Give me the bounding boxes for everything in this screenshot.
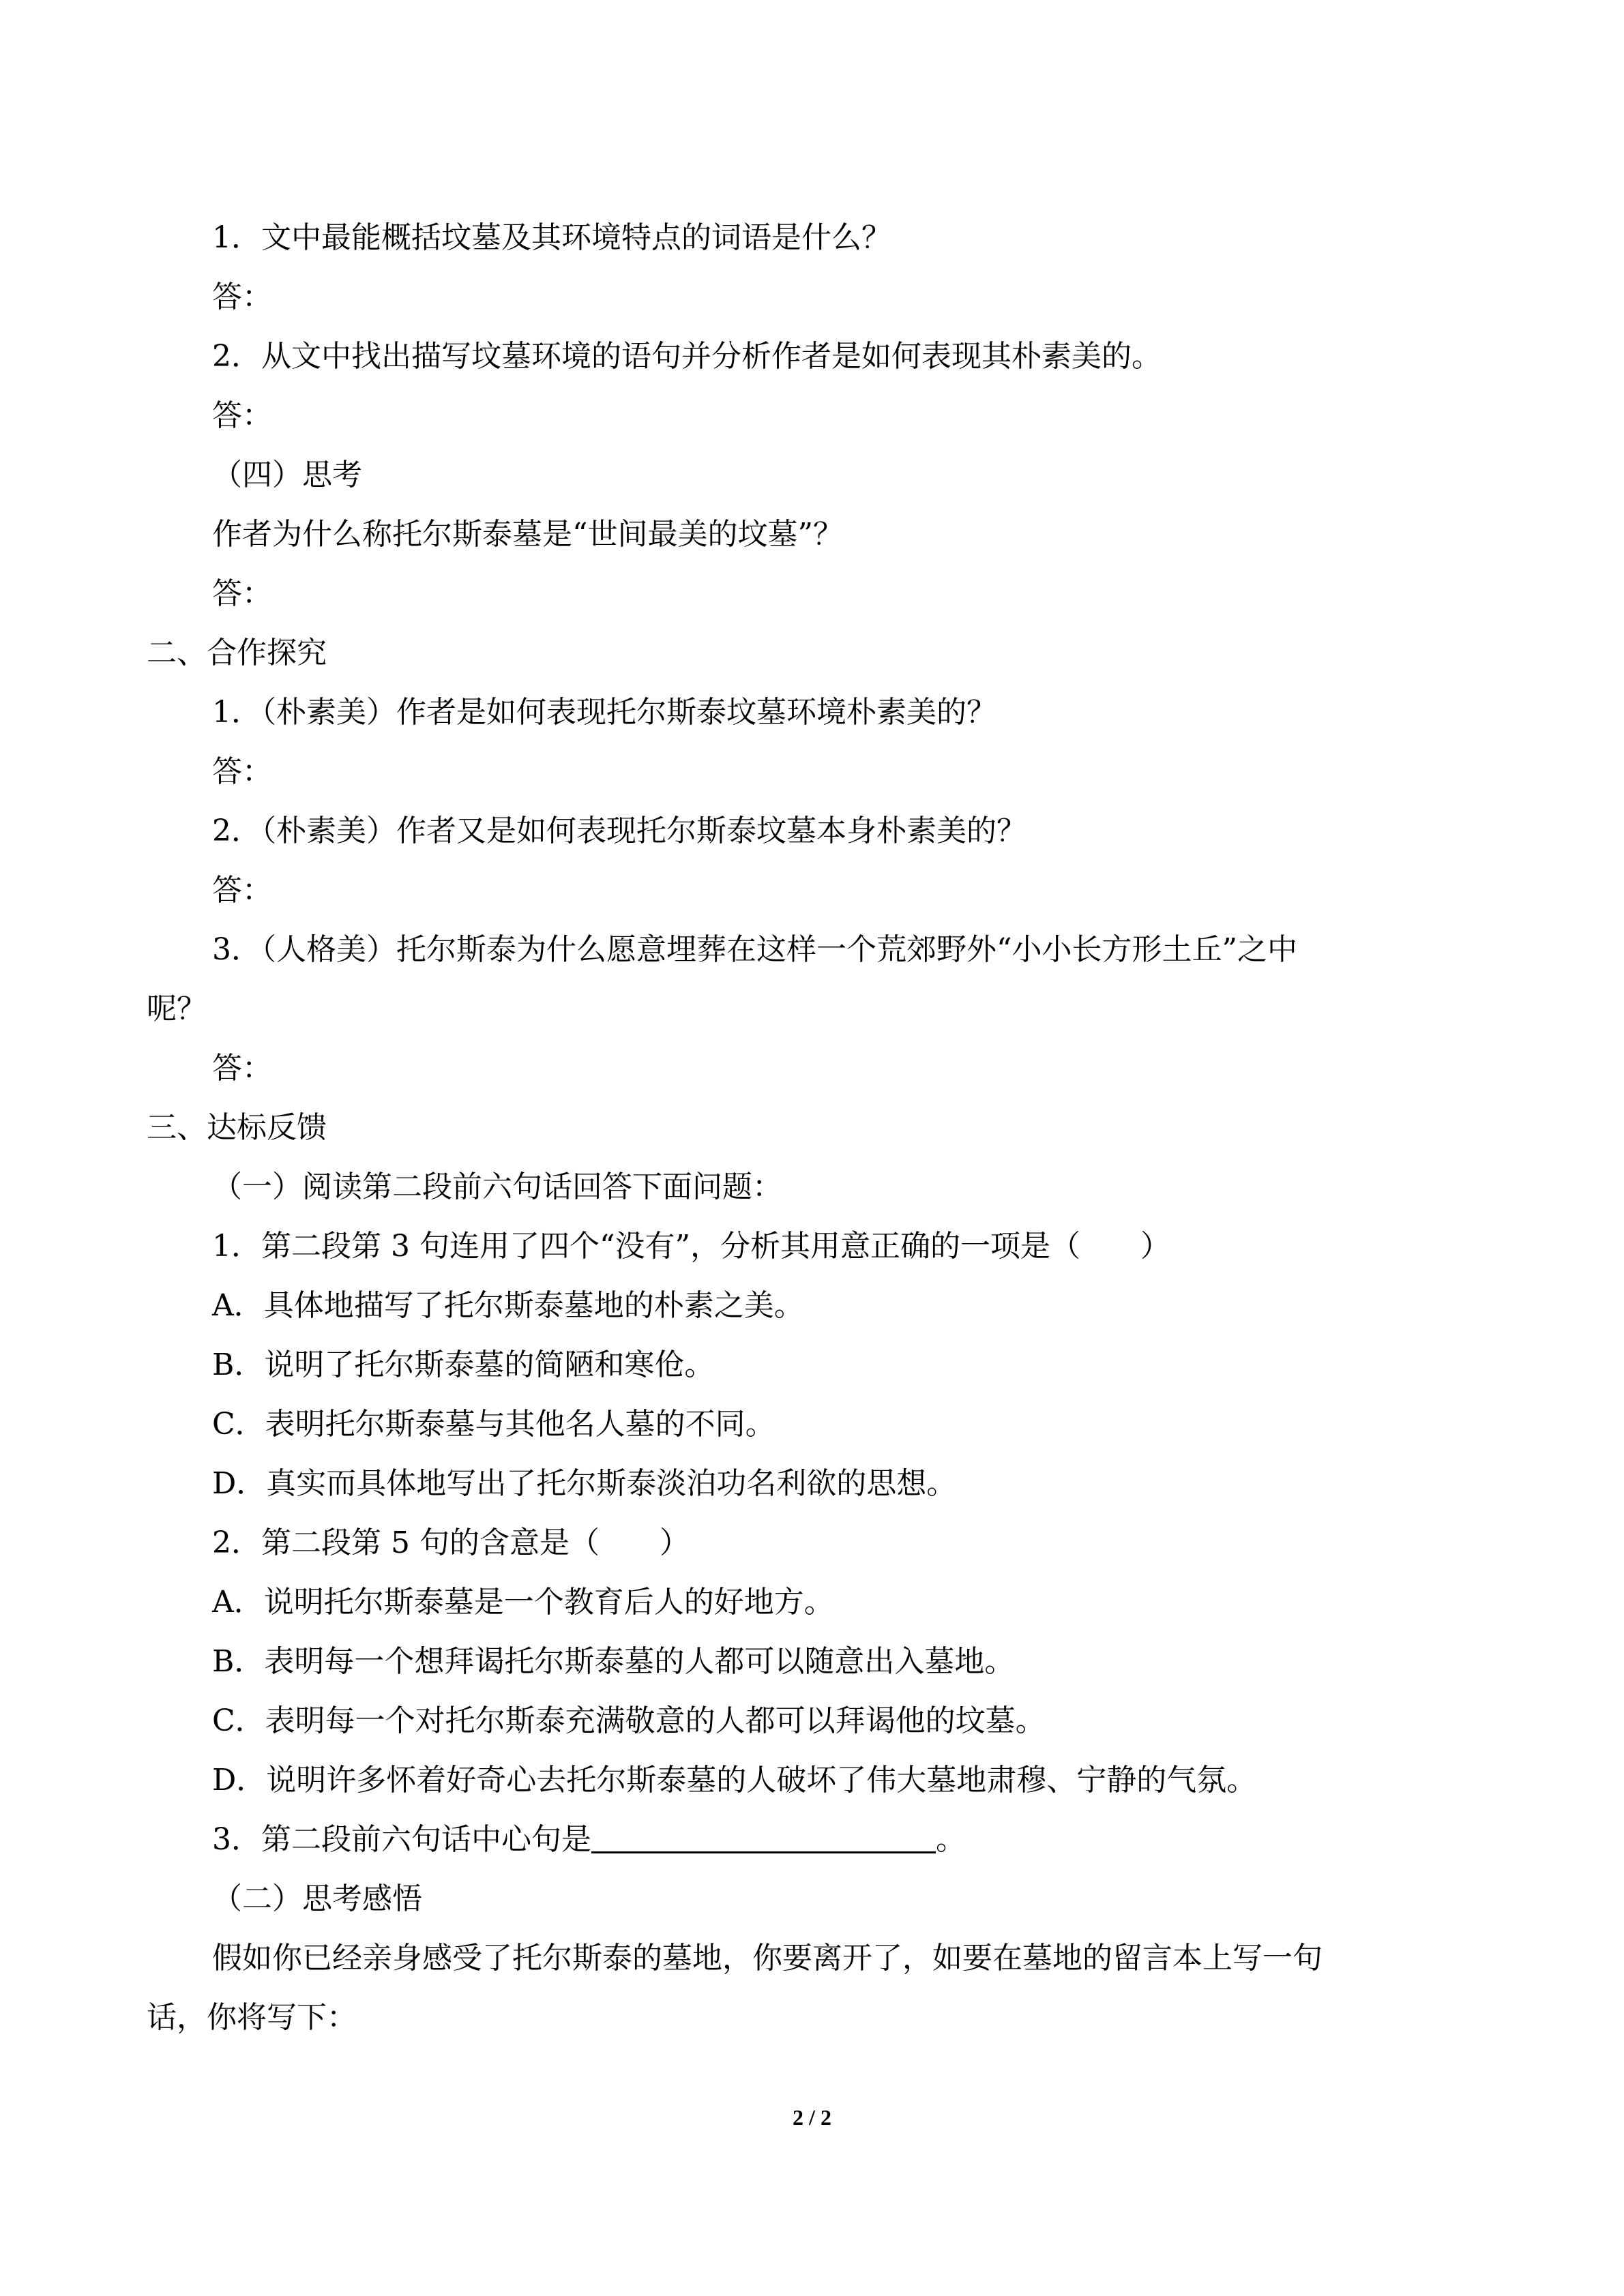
question-simple-beauty-tomb: 2．（朴素美）作者又是如何表现托尔斯泰坟墓本身朴素美的？ bbox=[212, 814, 1027, 848]
answer-line: 答： bbox=[212, 873, 272, 908]
question-most-beautiful: 作者为什么称托尔斯泰墓是“世间最美的坟墓”？ bbox=[212, 517, 843, 552]
reflection-prompt-continued: 话，你将写下： bbox=[147, 2000, 357, 2035]
page-number: 2 / 2 bbox=[793, 2105, 831, 2130]
mc-q2-option-b: B．表明每一个想拜谒托尔斯泰墓的人都可以随意出入墓地。 bbox=[212, 1644, 1015, 1679]
mc-question-2: 2．第二段第 5 句的含意是（ ） bbox=[212, 1525, 690, 1560]
answer-line: 答： bbox=[212, 754, 272, 789]
subsection-reading-heading: （一）阅读第二段前六句话回答下面问题： bbox=[212, 1169, 782, 1204]
mc-q1-option-d: D．真实而具体地写出了托尔斯泰淡泊功名利欲的思想。 bbox=[212, 1466, 957, 1501]
fill-in-question-3 bbox=[147, 1810, 1429, 1869]
mc-question-1: 1．第二段第 3 句连用了四个“没有”，分析其用意正确的一项是（ ） bbox=[212, 1229, 1170, 1264]
section-heading-cooperation: 二、合作探究 bbox=[147, 636, 327, 670]
reflection-prompt: 假如你已经亲身感受了托尔斯泰的墓地，你要离开了，如要在墓地的留言本上写一句 bbox=[212, 1941, 1323, 1976]
mc-q2-option-a: A．说明托尔斯泰墓是一个教育后人的好地方。 bbox=[212, 1585, 834, 1620]
section-heading-think: （四）思考 bbox=[212, 458, 362, 492]
mc-q2-option-d: D．说明许多怀着好奇心去托尔斯泰墓的人破坏了伟大墓地肃穆、宁静的气氛。 bbox=[212, 1763, 1257, 1798]
section-heading-feedback: 三、达标反馈 bbox=[147, 1110, 327, 1145]
answer-line: 答： bbox=[212, 576, 272, 611]
answer-line: 答： bbox=[212, 398, 272, 433]
mc-q2-option-c: C．表明每一个对托尔斯泰充满敬意的人都可以拜谒他的坟墓。 bbox=[212, 1703, 1046, 1738]
answer-line: 答： bbox=[212, 280, 272, 314]
question-2-environment: 2．从文中找出描写坟墓环境的语句并分析作者是如何表现其朴素美的。 bbox=[212, 339, 1162, 374]
question-1-keywords: 1．文中最能概括坟墓及其环境特点的词语是什么？ bbox=[212, 220, 891, 255]
answer-line: 答： bbox=[212, 1051, 272, 1086]
question-personality-beauty: 3．（人格美）托尔斯泰为什么愿意埋葬在这样一个荒郊野外“小小长方形土丘”之中 bbox=[212, 932, 1297, 967]
fill-in-blank bbox=[591, 1821, 936, 1853]
mc-q1-option-c: C．表明托尔斯泰墓与其他名人墓的不同。 bbox=[212, 1407, 776, 1442]
fill-in-suffix: 。 bbox=[936, 1822, 966, 1857]
mc-q1-option-a: A．具体地描写了托尔斯泰墓地的朴素之美。 bbox=[212, 1288, 804, 1323]
mc-q1-option-b: B．说明了托尔斯泰墓的简陋和寒伧。 bbox=[212, 1347, 715, 1382]
subsection-reflection-heading: （二）思考感悟 bbox=[212, 1881, 422, 1916]
question-simple-beauty-environment: 1．（朴素美）作者是如何表现托尔斯泰坟墓环境朴素美的？ bbox=[212, 695, 996, 730]
fill-in-prefix: 3．第二段前六句话中心句是 bbox=[212, 1822, 591, 1857]
worksheet-body bbox=[147, 208, 1429, 2047]
question-personality-beauty-continued: 呢？ bbox=[147, 992, 207, 1026]
